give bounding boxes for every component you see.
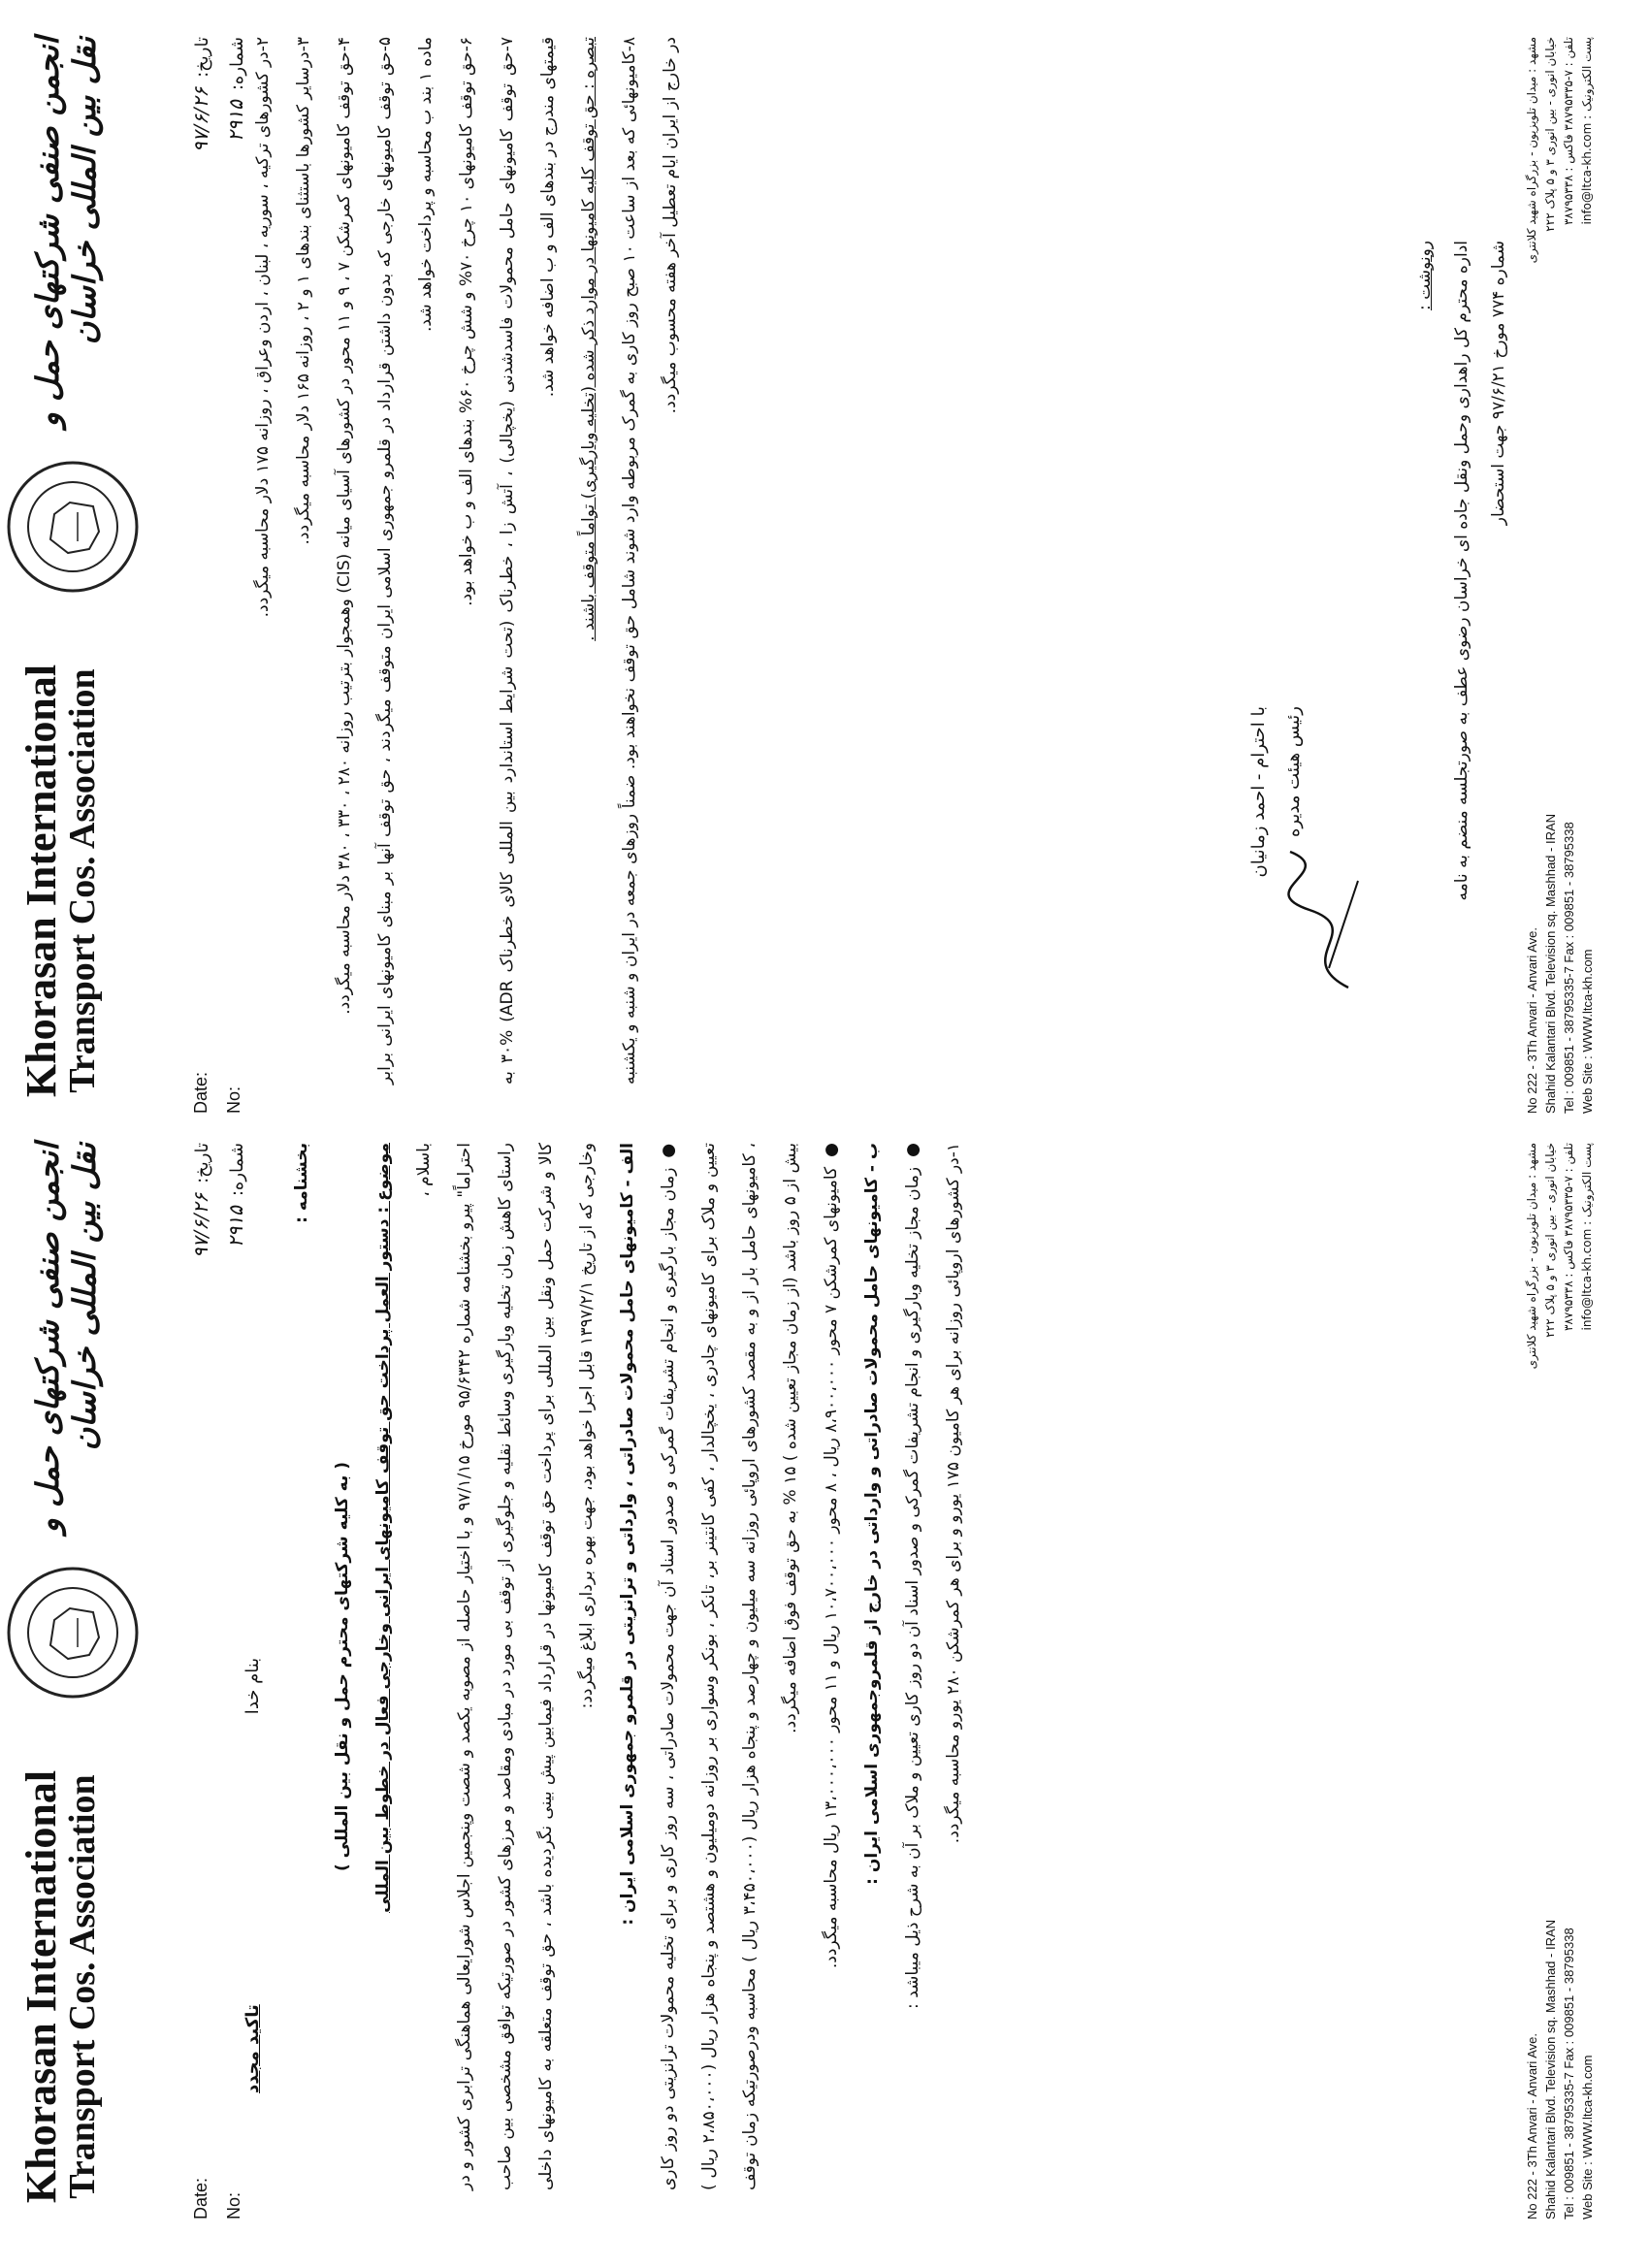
- item-6: ۶-حق توقف کامیونهای ۱۰ چرخ ۷۰% و شش چرخ ۶۰% بندهای الف و ب خواهد بود.: [457, 37, 476, 606]
- footer-en-line2: Shahid Kalantari Blvd. Television sq. Mashhad - IRAN: [1543, 1919, 1558, 2219]
- item-b-2: ۱-در کشورهای اروپائی روزانه برای هر کامیون ۱۷۵ یورو و برای هر کمرشکن ۲۸۰ یورو محاسبه میگردد.: [944, 1143, 963, 1844]
- letter-page-2: [0, 17, 1649, 1143]
- item-3: ۳-درسایر کشورها باستثنای بندهای ۱ و ۲ ، روزانه ۱۶۵ دلار محاسبه میگردد.: [294, 37, 313, 545]
- footer-fa-line2: خیابان انوری - بین انوری ۳ و ۵ پلاک ۲۲۲: [1543, 1143, 1557, 1338]
- cc-line-1: اداره محترم کل راهداری وحمل ونقل جاده ای خراسان رضوی عطف به صورتجلسه منضم به نامه: [1452, 241, 1471, 901]
- footer-en-line1: No 222 - 3Th Anvari - Anvari Ave.: [1525, 2033, 1539, 2219]
- number-label-en: No:: [224, 1085, 243, 1114]
- date-number-en: [184, 1715, 250, 2219]
- date-number-fa: [184, 1143, 254, 1453]
- basmala: بنام خدا: [242, 1657, 263, 1715]
- footer-en-line4: Web Site : WWW.ltca-kh.com: [1580, 2055, 1595, 2219]
- footer-en-line3: Tel : 009851 - 38795335-7 Fax : 009851 - 38795338: [1562, 822, 1576, 1114]
- signer-title: رئیس هیئت مدیره: [1283, 706, 1304, 838]
- footer-fa-line3: تلفن : ۷-۳۸۷۹۵۳۳۵ فاکس : ۳۸۷۹۵۳۳۸: [1562, 1143, 1575, 1332]
- footer-en-line2: Shahid Kalantari Blvd. Television sq. Mashhad - IRAN: [1543, 813, 1558, 1114]
- subject-line: موضوع : دستور العمل پرداخت حق توقف کامیونهای ایرانی وخارجی فعال در خطوط بین المللی: [373, 1143, 393, 1913]
- handwritten-signature-icon: [1271, 842, 1377, 997]
- letterhead-persian: انجمن صنفی شرکتهای حمل و نقل بین المللی خراسان: [29, 1143, 103, 1534]
- letter-body-1: [281, 1143, 974, 2190]
- emphasis-note: تاکید مجدد: [242, 2004, 263, 2093]
- date-number-en-2: [184, 609, 250, 1114]
- paragraph-1: احتراماً" پیرو بخشنامه شماره ۹۵/۶۳۴۲ مورخ ۹۷/۱/۱۵ و با اختیار حاصله از مصوبه یکصد و شصت وپنجمین اجلاس شورایعالی هماهنگی ترابری کشور و در راستای کاهش زمان تخلیه وبارگیری وسائط نقلیه و جلوگیری از توقف بی مورد در مبادی ومقاصد و مرزهای کشور در صورتیکه توافق مشخصی بین صاحب کالا و شرکت حمل ونقل بین المللی برای پرداخت حق توقف کامیونها در قرارداد فیمابین پیش بینی نگردیده باشد ، حق توقف متعلقه به کامیونهای داخلی وخارجی که از تاریخ ۱۳۹۷/۲/۱ قابل اجرا خواهد بود، جهت بهره برداری ابلاغ میگردد:: [455, 1143, 597, 2190]
- footer-english-2: [1523, 609, 1597, 1114]
- item-b-1: ● زمان مجاز تخلیه وبارگیری و انجام تشریفات گمرکی و صدور اسناد آن دو روز کاری تعیین و ملاک بر آن به شرح ذیل میباشد :: [892, 1143, 933, 2190]
- letterhead-english-2: [19, 648, 103, 1114]
- footer-fa-line3: تلفن : ۷-۳۸۷۹۵۳۳۵ فاکس : ۳۸۷۹۵۳۳۸: [1562, 37, 1575, 226]
- note-tabsareh: تبصره : حق توقف کلیه کامیونها در موارد ذکر شده (تخلیه وبارگیری) تواماً متوقف باشند .: [579, 37, 598, 641]
- cc-label: رونوشت :: [1415, 241, 1435, 311]
- cc-section: [1406, 241, 1517, 1036]
- letterhead-name-line2: Transport Cos. Association: [62, 1774, 104, 2199]
- date-value: ۹۷/۶/۲۶: [189, 1192, 212, 1259]
- letterhead-persian-2: انجمن صنفی شرکتهای حمل و نقل بین المللی خراسان: [29, 37, 103, 428]
- item-a-2: ● کامیونهای کمرشکن ۷ محور ۸،۹۰۰،۰۰۰ ریال ، ۸ محور ۱۰،۷۰۰،۰۰۰ ریال و ۱۱ محور ۱۳،۰۰۰،۰۰۰ ریال محاسبه میگردد.: [811, 1143, 852, 2190]
- date-label-fa: تاریخ:: [192, 1143, 212, 1183]
- cc-line-2: شماره ۷۷۴ مورخ ۹۷/۶/۲۱ جهت استحضار: [1489, 241, 1508, 526]
- item-b-heading: ب - کامیونهای حامل محمولات صادراتی و وارداتی در خارج از قلمروجمهوری اسلامی ایران :: [862, 1143, 882, 1885]
- letter-page-1: [0, 1123, 1649, 2249]
- footer-fa-line4: پست الکترونیک : info@ltca-kh.com: [1580, 37, 1594, 225]
- footer-fa-line1: مشهد : میدان تلویزیون - بزرگراه شهید کلانتری: [1525, 37, 1538, 264]
- footer-en-line3: Tel : 009851 - 38795335-7 Fax : 009851 - 38795338: [1562, 1928, 1576, 2219]
- footer-fa-line1: مشهد : میدان تلویزیون - بزرگراه شهید کلانتری: [1525, 1143, 1538, 1370]
- number-value: ۲۹۱۵: [224, 1206, 247, 1248]
- item-8: ۸-کامیونهائی که بعد از ساعت ۱۰ صبح روز کاری به گمرک مربوطه وارد شوند شامل حق توقف نخواهند بود. ضمناً روزهای جمعه در ایران و شنبه و یکشنبه در خارج از ایران ایام تعطیل آخر هفته محسوب میگردد.: [620, 37, 680, 1085]
- footer-english: [1523, 1715, 1597, 2219]
- footer-fa-line4: پست الکترونیک : info@ltca-kh.com: [1580, 1143, 1594, 1331]
- letterhead-english: [19, 1754, 103, 2219]
- recipient-detail: ( به کلیه شرکتهای محترم حمل و نقل بین المللی ): [333, 1461, 352, 1872]
- recipient: بخشنامه :: [292, 1143, 311, 1223]
- number-label-fa: شماره:: [227, 37, 247, 91]
- date-label-en: Date:: [191, 1071, 210, 1114]
- number-value: ۲۹۱۵: [224, 100, 247, 143]
- item-2: ۲-در کشورهای ترکیه ، سوریه ، لبنان ، اردن وعراق ، روزانه ۱۷۵ دلار محاسبه میگردد.: [253, 37, 273, 618]
- footer-en-line1: No 222 - 3Th Anvari - Anvari Ave.: [1525, 927, 1539, 1114]
- association-logo-icon: [0, 1560, 146, 1705]
- footer-persian: [1523, 1143, 1597, 1414]
- closing-line: با احترام - احمد زمانیان: [1248, 706, 1269, 878]
- date-value: ۹۷/۶/۲۶: [189, 86, 212, 153]
- footer-en-line4: Web Site : WWW.ltca-kh.com: [1580, 949, 1595, 1114]
- salutation: باسلام ،: [414, 1143, 434, 1197]
- letterhead-name-line1: Khorasan International: [17, 1769, 65, 2204]
- date-label-en: Date:: [191, 2177, 210, 2219]
- number-label-fa: شماره:: [227, 1143, 247, 1197]
- letterhead-name-line2: Transport Cos. Association: [62, 668, 104, 1093]
- footer-fa-line2: خیابان انوری - بین انوری ۳ و ۵ پلاک ۲۲۲: [1543, 37, 1557, 232]
- number-label-en: No:: [224, 2191, 243, 2219]
- association-logo-icon: [0, 454, 146, 599]
- footer-persian-2: [1523, 37, 1597, 308]
- item-7: ۷-حق توقف کامیونهای حامل محمولات فاسدشدنی (یخچالی) ، آتش زا ، خطرناک (تحت شرایط استاندارد بین المللی کالای خطرناک ADR) ۳۰% به قیمتهای مندرج در بندهای الف و ب اضافه خواهد شد.: [498, 36, 558, 1085]
- letter-body-2: [242, 37, 691, 1085]
- item-4: ۴-حق توقف کامیونهای کمرشکن ۷ ، ۹ و ۱۱ محور در کشورهای آسیای میانه (CIS) وهمجوار بترتیب روزانه ۲۸۰ ، ۳۳۰ ، ۳۸۰ دلار محاسبه میگردد.: [335, 37, 354, 1015]
- item-5: ۵-حق توقف کامیونهای خارجی که بدون داشتن قرارداد در قلمرو جمهوری اسلامی ایران متوقف میگردند ، حق توقف آنها بر مبنای کامیونهای ایرانی برابر ماده ۱ بند ب محاسبه و پرداخت خواهد شد.: [375, 37, 436, 1085]
- letterhead-name-line1: Khorasan International: [17, 664, 65, 1098]
- date-label-fa: تاریخ:: [192, 37, 212, 78]
- item-a-1: ● زمان مجاز بارگیری و انجام تشریفات گمرکی و صدور اسناد آن جهت محمولات صادراتی ، سه روز کاری و برای تخلیه محمولات ترانزیتی دو روز کاری تعیین و ملاک برای کامیونهای چادری ، یخچالدار ، کفی کانتینر بر، تانکر ، بونکر وسواری بر روزانه دومیلیون و هشتصد و پنجاه هزار ریال (۲،۸۵۰،۰۰۰ ریال ) ، کامیونهای حامل بار از و به مقصد کشورهای اروپائی روزانه سه میلیون و چهارصد و پنجاه هزار ریال (۳،۴۵۰،۰۰۰ ریال ) محاسبه ودرصورتیکه زمان توقف بیش از ۵ روز باشد (از زمان مجاز تعیین شده ) ۱۵ % به حق توقف فوق اضافه میگردد.: [648, 1143, 811, 2190]
- item-a-heading: الف - کامیونهای حامل محمولات صادراتی ، وارداتی و ترانزیتی در قلمرو جمهوری اسلامی ایران :: [618, 1143, 637, 1926]
